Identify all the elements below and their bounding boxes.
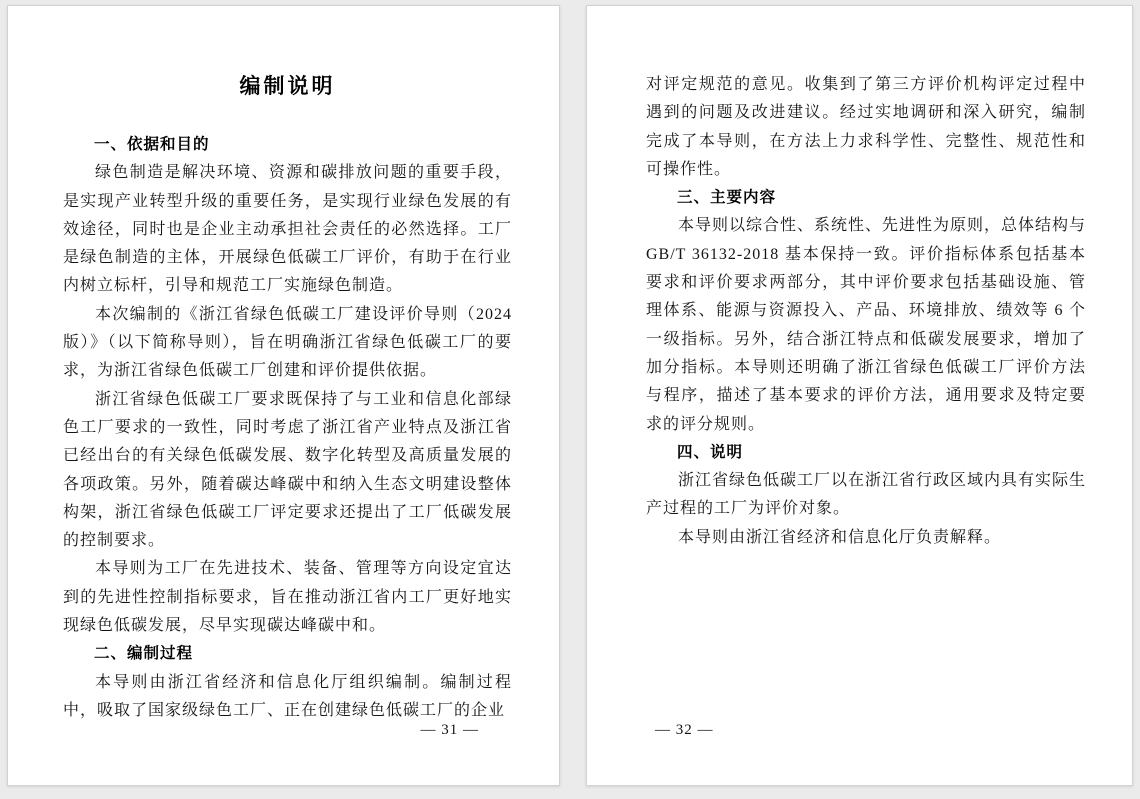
paragraph: 本次编制的《浙江省绿色低碳工厂建设评价导则（2024版）》（以下简称导则），旨在明确浙江省绿色低碳工厂的要求，为浙江省绿色低碳工厂创建和评价提供依据。 — [63, 305, 512, 380]
paragraph: 浙江省绿色低碳工厂以在浙江省行政区域内具有实际生产过程的工厂为评价对象。 — [646, 472, 1087, 518]
paragraph: 绿色制造是解决环境、资源和碳排放问题的重要手段，是实现产业转型升级的重要任务，是实现行业绿色发展的有效途径，同时也是企业主动承担社会责任的必然选择。工厂是绿色制造的主体，开展绿色低碳工厂评价，有助于在行业内树立标杆，引导和规范工厂实施绿色制造。 — [63, 164, 512, 295]
section-heading-4: 四、说明 — [677, 443, 744, 461]
page-number-31: — 31 — — [420, 722, 479, 738]
page-number-32: — 32 — — [655, 722, 714, 738]
section-heading-3: 三、主要内容 — [677, 189, 777, 207]
section-heading-1: 一、依据和目的 — [94, 136, 210, 153]
paragraph: 浙江省绿色低碳工厂要求既保持了与工业和信息化部绿色工厂要求的一致性，同时考虑了浙江省产业特点及浙江省已经出台的有关绿色低碳发展、数字化转型及高质量发展的各项政策。另外，随着碳达峰碳中和纳入生态文明建设整体构架，浙江省绿色低碳工厂评定要求还提出了工厂低碳发展的控制要求。 — [63, 390, 512, 550]
paragraph: 本导则为工厂在先进技术、装备、管理等方向设定宜达到的先进性控制指标要求，旨在推动浙江省内工厂更好地实现绿色低碳发展，尽早实现碳达峰碳中和。 — [63, 560, 512, 635]
page-31-content — [8, 6, 559, 725]
page-31 — [7, 5, 560, 786]
paragraph: 本导则以综合性、系统性、先进性为原则，总体结构与 GB/T 36132-2018 基本保持一致。评价指标体系包括基本要求和评价要求两部分，其中评价要求包括基础设施、管理体系、能源与资源投入、产品、环境排放、绩效等 6 个一级指标。另外，结合浙江特点和低碳发展要求，增加了加分指标。本导则还明确了浙江省绿色低碳工厂评价方法与程序，描述了基本要求的评价方法，通用要求及特定要求的评分规则。 — [646, 217, 1087, 433]
paragraph-continuation: 对评定规范的意见。收集到了第三方评价机构评定过程中遇到的问题及改进建议。经过实地调研和深入研究，编制完成了本导则，在方法上力求科学性、完整性、规范性和可操作性。 — [646, 76, 1086, 178]
page-title: 编制说明 — [239, 74, 336, 98]
page-32-content — [587, 6, 1132, 552]
paragraph: 本导则由浙江省经济和信息化厅负责解释。 — [678, 528, 1002, 546]
section-heading-2: 二、编制过程 — [94, 645, 194, 663]
paragraph: 本导则由浙江省经济和信息化厅组织编制。编制过程中，吸取了国家级绿色工厂、正在创建绿色低碳工厂的企业 — [63, 673, 512, 719]
page-32 — [586, 5, 1133, 786]
